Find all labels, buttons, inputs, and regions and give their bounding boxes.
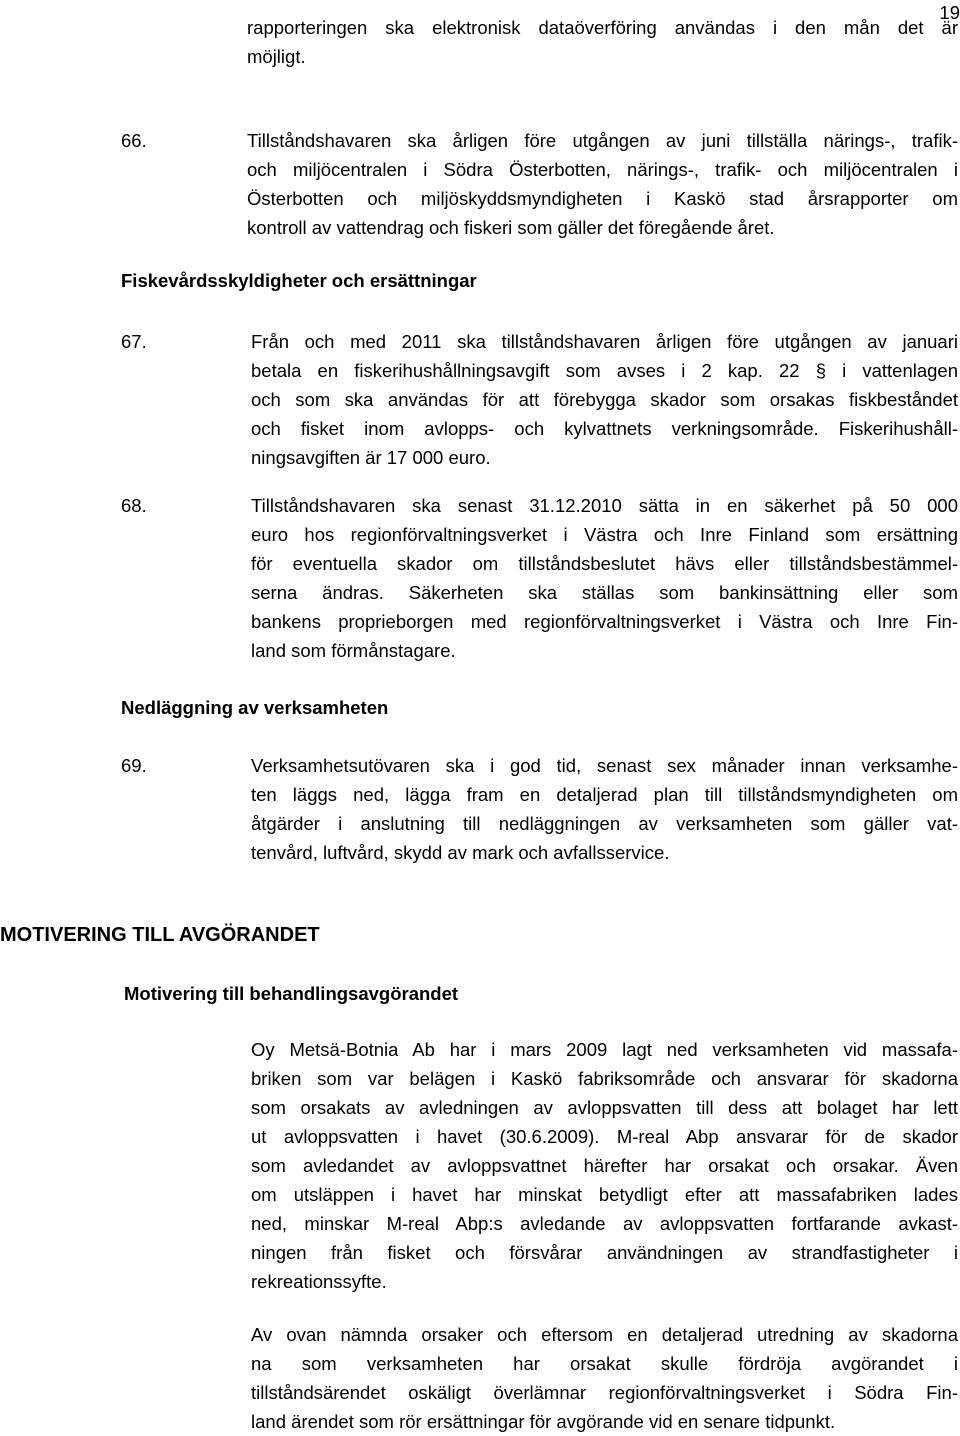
page-number: 19 <box>939 2 960 23</box>
paragraph-line: betala en fiskerihushållningsavgift som avses i 2 kap. 22 § i vattenlagen <box>251 360 958 381</box>
paragraph-line: ten läggs ned, lägga fram en detaljerad plan till tillståndsmyndigheten om <box>251 784 958 805</box>
paragraph-line: Verksamhetsutövaren ska i god tid, senast sex månader innan verksamhe- <box>251 755 958 776</box>
item-68-paragraph <box>251 491 958 665</box>
paragraph-line: ningsavgiften är 17 000 euro. <box>251 447 491 468</box>
paragraph-line: som orsakats av avledningen av avloppsvatten till dess att bolaget har lett <box>251 1097 958 1118</box>
paragraph-line: och fisket inom avlopps- och kylvattnets verkningsområde. Fiskerihushåll- <box>251 418 958 439</box>
item-67-paragraph <box>251 327 958 472</box>
paragraph-line: rekreationssyfte. <box>251 1271 387 1292</box>
motivering-paragraph-1 <box>251 1035 958 1296</box>
paragraph-line: bankens proprieborgen med regionförvaltningsverket i Västra och Inre Fin- <box>251 611 958 632</box>
paragraph-line: Tillståndshavaren ska senast 31.12.2010 sätta in en säkerhet på 50 000 <box>251 495 958 516</box>
paragraph-line: land som förmånstagare. <box>251 640 456 661</box>
paragraph-line: ut avloppsvatten i havet (30.6.2009). M-real Abp ansvarar för de skador <box>251 1126 958 1147</box>
paragraph-line: om utsläppen i havet har minskat betydligt efter att massafabriken lades <box>251 1184 958 1205</box>
main-heading-motivering: MOTIVERING TILL AVGÖRANDET <box>0 924 320 946</box>
item-number: 69. <box>121 755 147 776</box>
paragraph-line: kontroll av vattendrag och fiskeri som gäller det föregående året. <box>247 217 775 238</box>
paragraph-line: euro hos regionförvaltningsverket i Västra och Inre Finland som ersättning <box>251 524 958 545</box>
paragraph-line: land ärendet som rör ersättningar för avgörande vid en senare tidpunkt. <box>251 1411 836 1432</box>
paragraph-line: Tillståndshavaren ska årligen före utgången av juni tillställa närings-, trafik- <box>247 130 958 151</box>
sub-heading-behandling: Motivering till behandlingsavgörandet <box>124 983 459 1004</box>
paragraph-line: tenvård, luftvård, skydd av mark och avfallsservice. <box>251 842 670 863</box>
paragraph-line: serna ändras. Säkerheten ska ställas som bankinsättning eller som <box>251 582 958 603</box>
paragraph-line: rapporteringen ska elektronisk dataöverföring användas i den mån det är <box>247 17 958 38</box>
section-heading-nedlaggning: Nedläggning av verksamheten <box>121 697 389 718</box>
item-66-paragraph <box>247 126 958 242</box>
paragraph-line: och miljöcentralen i Södra Österbotten, närings-, trafik- och miljöcentralen i <box>247 159 958 180</box>
paragraph-line: tillståndsärendet oskäligt överlämnar regionförvaltningsverket i Södra Fin- <box>251 1382 958 1403</box>
item-number: 66. <box>121 130 147 151</box>
paragraph-line: för eventuella skador om tillståndsbeslutet hävs eller tillståndsbestämmel- <box>251 553 958 574</box>
paragraph-line: ned, minskar M-real Abp:s avledande av avloppsvatten fortfarande avkast- <box>251 1213 958 1234</box>
paragraph-line: briken som var belägen i Kaskö fabriksområde och ansvarar för skadorna <box>251 1068 958 1089</box>
paragraph-line: åtgärder i anslutning till nedläggningen av verksamheten som gäller vat- <box>251 813 958 834</box>
motivering-paragraph-2 <box>251 1320 958 1436</box>
paragraph-line: Oy Metsä-Botnia Ab har i mars 2009 lagt ned verksamheten vid massafa- <box>251 1039 958 1060</box>
paragraph-line: Österbotten och miljöskyddsmyndigheten i Kaskö stad årsrapporter om <box>247 188 958 209</box>
section-heading-fiske: Fiskevårdsskyldigheter och ersättningar <box>121 270 477 291</box>
paragraph-line: som avledandet av avloppsvattnet härefter har orsakat och orsakar. Även <box>251 1155 958 1176</box>
paragraph-line: Av ovan nämnda orsaker och eftersom en detaljerad utredning av skadorna <box>251 1324 958 1345</box>
paragraph-line: Från och med 2011 ska tillståndshavaren årligen före utgången av januari <box>251 331 958 352</box>
paragraph-line: möjligt. <box>247 46 306 67</box>
paragraph-line: och som ska användas för att förebygga skador som orsakas fiskbeståndet <box>251 389 958 410</box>
item-69-paragraph <box>251 751 958 867</box>
item-number: 68. <box>121 495 147 516</box>
item-number: 67. <box>121 331 147 352</box>
continuation-paragraph <box>247 13 958 71</box>
paragraph-line: na som verksamheten har orsakat skulle fördröja avgörandet i <box>251 1353 958 1374</box>
paragraph-line: ningen från fisket och försvårar användningen av strandfastigheter i <box>251 1242 958 1263</box>
